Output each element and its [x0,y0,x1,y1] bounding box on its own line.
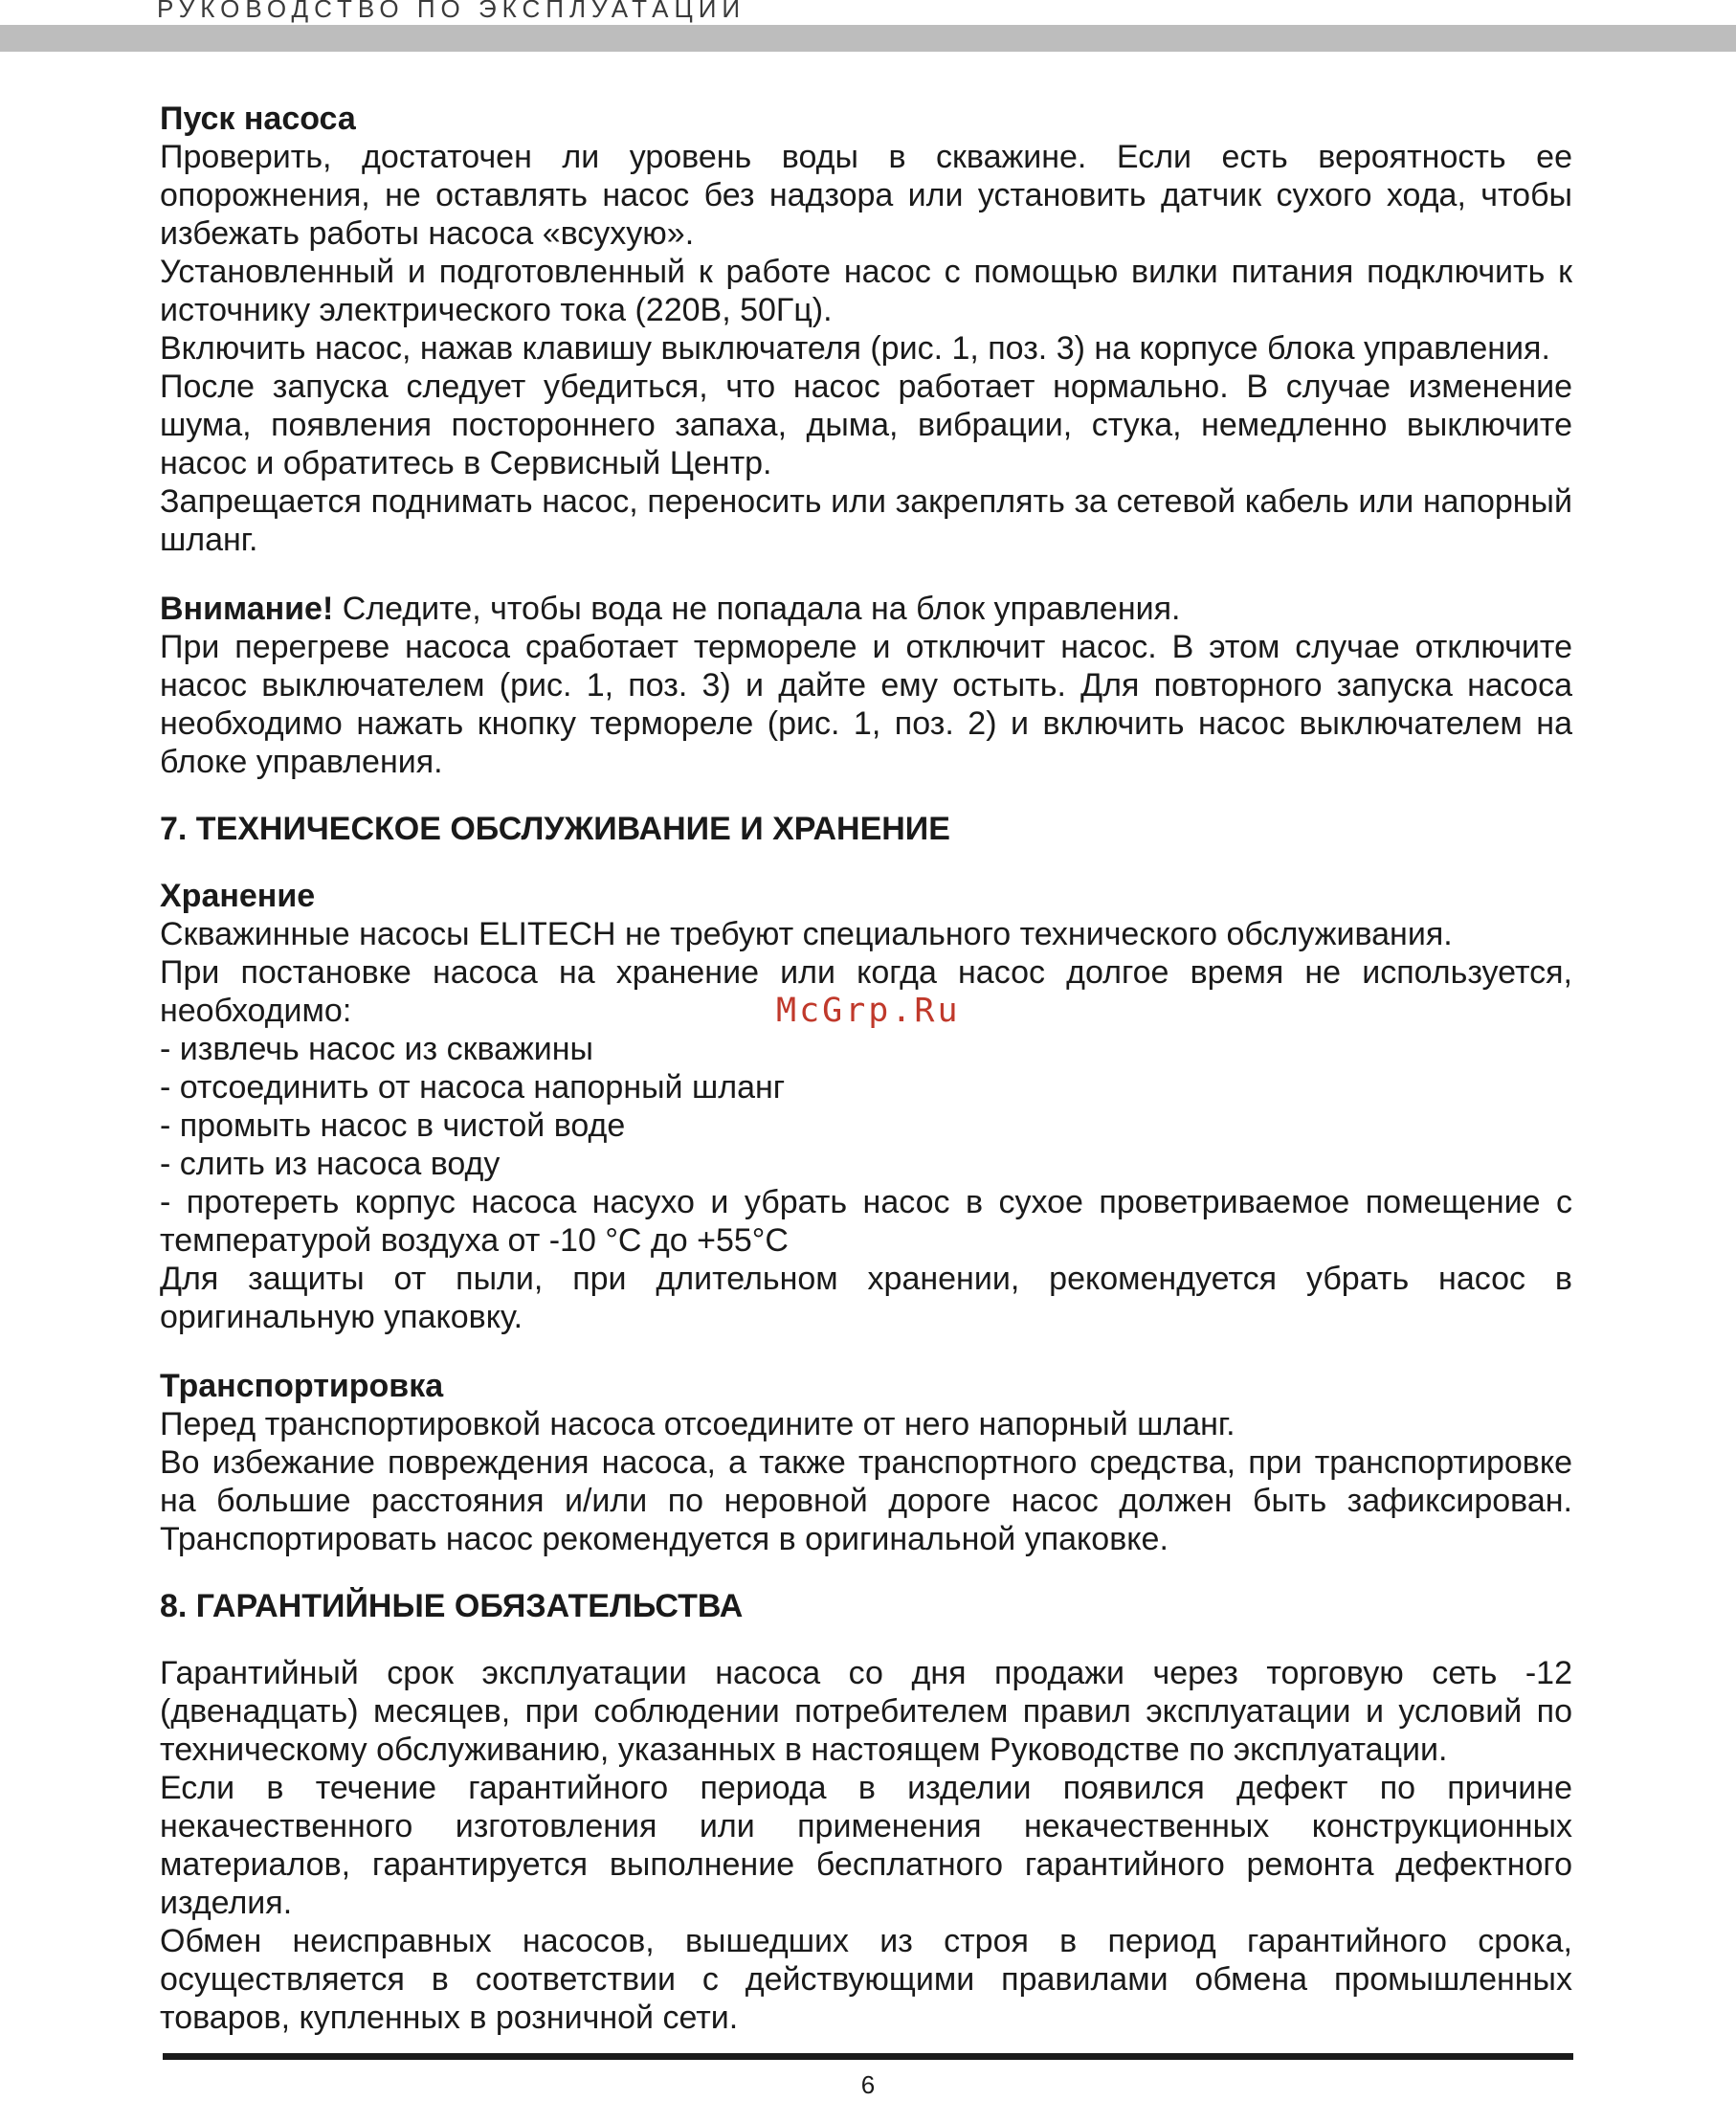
header-bar [0,25,1736,52]
page-content [160,100,1572,2037]
spacer [160,848,1572,877]
page-number: 6 [860,2070,876,2099]
list-item: - отсоединить от насоса напорный шланг [160,1069,786,1106]
pump-start-paragraph: Проверить, достаточен ли уровень воды в скважине. Если есть вероятность ее опорожнения, не оставлять насос без надзора или установить датчик сухого хода, чтобы избежать работы насоса «всухую». [160,139,1572,252]
transport-paragraph: Во избежание повреждения насоса, а также транспортного средства, при транспортировке на большие расстояния и/или по неровной дороге насос должен быть зафиксирован. Транспортировать насос рекомендуется в оригинальной упаковке. [160,1444,1572,1557]
section-8-title: 8. ГАРАНТИЙНЫЕ ОБЯЗАТЕЛЬСТВА [160,1588,744,1624]
spacer [160,1336,1572,1367]
storage-intro: Скважинные насосы ELITECH не требуют специального технического обслуживания. [160,916,1453,952]
section-7-title: 7. ТЕХНИЧЕСКОЕ ОБСЛУЖИВАНИЕ И ХРАНЕНИЕ [160,811,950,847]
attention-line [160,590,1572,628]
spacer [160,1625,1572,1654]
watermark: McGrp.Ru [776,992,961,1030]
list-item: - слить из насоса воду [160,1146,501,1182]
spacer [160,559,1572,590]
list-item: - промыть насос в чистой воде [160,1107,626,1144]
pump-start-heading: Пуск насоса [160,101,356,137]
attention-label: Внимание! [160,591,334,627]
pump-start-paragraph: Запрещается поднимать насос, переносить или закреплять за сетевой кабель или напорный шланг. [160,483,1572,558]
warranty-paragraph: Обмен неисправных насосов, вышедших из строя в период гарантийного срока, осуществляется в соответствии с действующими правилами обмена промышленных товаров, купленных в розничной сети. [160,1923,1572,2036]
list-item: - протереть корпус насоса насухо и убрать насос в сухое проветриваемое помещение с температурой воздуха от -10 °С до +55°С [160,1184,1572,1259]
pump-start-paragraph: После запуска следует убедиться, что насос работает нормально. В случае изменение шума, появления постороннего запаха, дыма, вибрации, стука, немедленно выключите насос и обратитесь в Сервисный Центр. [160,369,1572,481]
list-item: - извлечь насос из скважины [160,1031,593,1067]
spacer [160,781,1572,810]
attention-paragraph: При перегреве насоса сработает термореле и отключит насос. В этом случае отключите насос выключателем (рис. 1, поз. 3) и дайте ему остыть. Для повторного запуска насоса необходимо нажать кнопку термореле (рис. 1, поз. 2) и включить насос выключателем на блоке управления. [160,629,1572,780]
footer-rule [163,2053,1573,2060]
warranty-paragraph: Гарантийный срок эксплуатации насоса со дня продажи через торговую сеть -12 (двенадцать) месяцев, при соблюдении потребителем правил эксплуатации и условий по техническому обслуживанию, указанных в настоящем Руководстве по эксплуатации. [160,1655,1572,1768]
transport-heading: Транспортировка [160,1368,444,1404]
pump-start-paragraph: Установленный и подготовленный к работе насос с помощью вилки питания подключить к источнику электрического тока (220В, 50Гц). [160,254,1572,328]
warranty-paragraph: Если в течение гарантийного периода в изделии появился дефект по причине некачественного изготовления или применения некачественных конструкционных материалов, гарантируется выполнение бесплатного гарантийного ремонта дефектного изделия. [160,1770,1572,1921]
storage-outro: Для защиты от пыли, при длительном хранении, рекомендуется убрать насос в оригинальную упаковку. [160,1261,1572,1335]
running-header: РУКОВОДСТВО ПО ЭКСПЛУАТАЦИИ [157,0,746,23]
spacer [160,1558,1572,1587]
pump-start-paragraph: Включить насос, нажав клавишу выключателя (рис. 1, поз. 3) на корпусе блока управления. [160,330,1550,367]
transport-paragraph: Перед транспортировкой насоса отсоедините от него напорный шланг. [160,1406,1235,1442]
storage-heading: Хранение [160,878,316,914]
attention-text: Следите, чтобы вода не попадала на блок управления. [333,591,1181,627]
storage-lead: При постановке насоса на хранение или когда насос долгое время не используется, необходимо: [160,954,1572,1029]
